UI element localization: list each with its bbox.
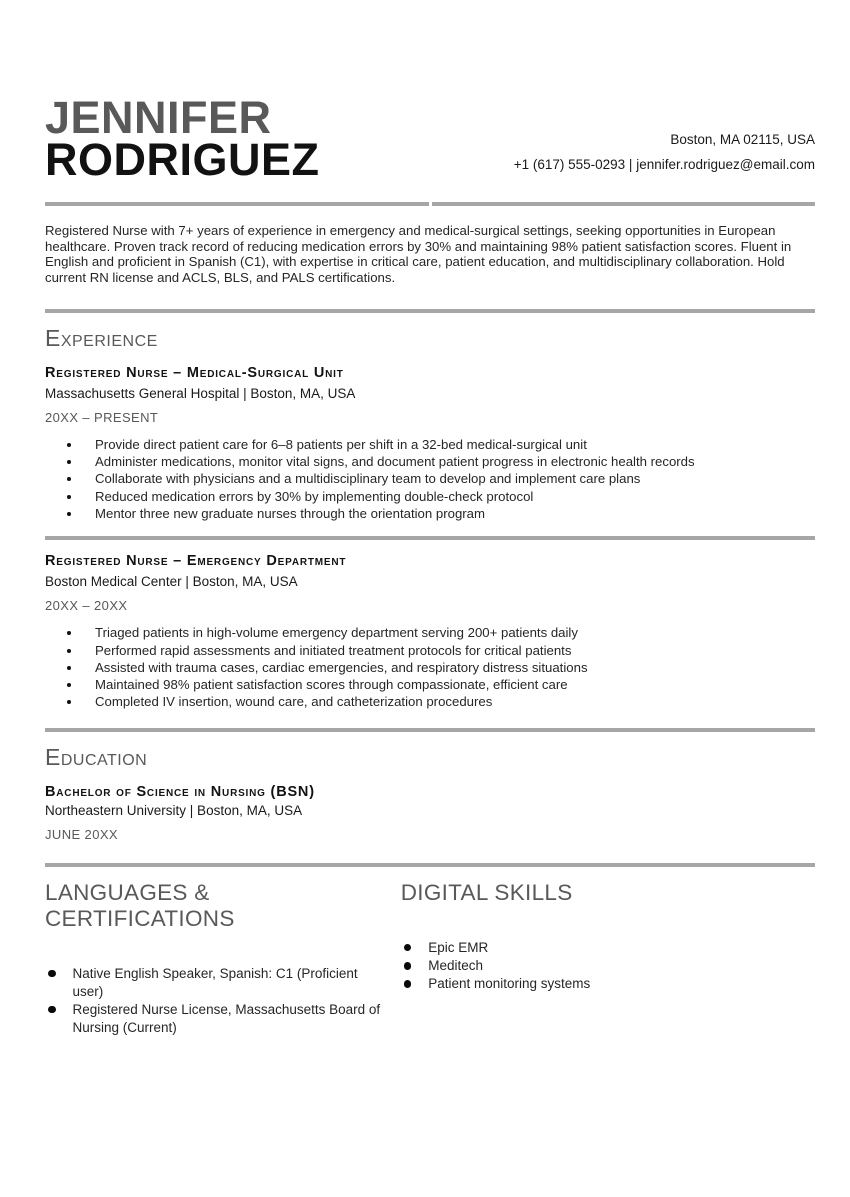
bullet-icon [67, 649, 71, 653]
bullet-text: Registered Nurse License, Massachusetts Board of Nursing (Current) [72, 1001, 381, 1035]
bullet-text: Mentor three new graduate nurses through the orientation program [95, 506, 485, 521]
bullet-icon [67, 477, 71, 481]
candidate-name [45, 92, 320, 185]
languages-list [45, 965, 381, 1037]
professional-summary: Registered Nurse with 7+ years of experience in emergency and medical-surgical settings, seeking opportunities in European healthcare. Proven track record of reducing medication errors by 30% and maintaining 98% patient satisfaction scores. Fluent in English and proficient in Spanish (C1), with expertise in critical care, patient education, and multidisciplinary collaboration. Hold current RN license and ACLS, BLS, and PALS certifications. [45, 223, 792, 286]
email-address: jennifer.rodriguez@email.com [636, 157, 815, 172]
bullet-text: Reduced medication errors by 30% by implementing double-check protocol [95, 488, 534, 504]
job-company: Massachusetts General Hospital | Boston, MA, USA [45, 385, 356, 401]
job-entry [45, 553, 815, 710]
job-bullet-list [67, 624, 815, 710]
job-title: Registered Nurse – Emergency Department [45, 553, 347, 570]
location-line: Boston, MA 02115, USA [670, 132, 815, 147]
section-divider [45, 309, 815, 313]
job-bullet-item [67, 453, 815, 470]
job-bullet-item [67, 470, 815, 487]
job-dates: 20XX – PRESENT [45, 409, 159, 425]
bullet-icon [404, 980, 412, 988]
bullet-icon [67, 512, 71, 516]
languages-certifications-column [45, 880, 401, 1037]
bullet-icon [48, 970, 56, 978]
section-divider [45, 728, 815, 732]
bullet-text: Meditech [428, 958, 484, 974]
degree-title: Bachelor of Science in Nursing (BSN) [45, 783, 315, 800]
education-entry [45, 784, 815, 842]
job-entry [45, 365, 815, 522]
contact-info [514, 127, 815, 181]
section-divider [45, 536, 815, 540]
job-bullet-item [67, 505, 815, 522]
section-title-experience: Experience [45, 324, 158, 351]
bullet-text: Administer medications, monitor vital signs, and document patient progress in electronic health records [95, 454, 695, 470]
section-divider [45, 863, 815, 867]
job-dates: 20XX – 20XX [45, 598, 128, 614]
contact-separator: | [628, 157, 633, 172]
bullet-text: Performed rapid assessments and initiated treatment protocols for critical patients [95, 642, 572, 658]
job-bullet-list [67, 436, 815, 522]
job-bullet-item [67, 659, 815, 676]
job-bullet-item [67, 436, 815, 453]
last-name: RODRIGUEZ [45, 134, 320, 185]
bullet-icon [48, 1006, 56, 1014]
school-name: Northeastern University | Boston, MA, USA [45, 802, 303, 818]
job-bullet-item [67, 642, 815, 659]
bullet-text: Maintained 98% patient satisfaction scores through compassionate, efficient care [95, 677, 568, 693]
job-bullet-item [67, 676, 815, 693]
job-bullet-item [67, 693, 815, 710]
bullet-icon [67, 495, 71, 499]
job-bullet-item [67, 624, 815, 641]
bullet-icon [67, 631, 71, 635]
language-item [45, 1001, 381, 1037]
bullet-text: Collaborate with physicians and a multidisciplinary team to develop and implement care plans [95, 471, 641, 487]
job-title: Registered Nurse – Medical-Surgical Unit [45, 364, 344, 381]
section-title-education: Education [45, 743, 148, 770]
bullet-text: Triaged patients in high-volume emergency department serving 200+ patients daily [95, 625, 578, 641]
bullet-icon [67, 666, 71, 670]
phone-email-line [514, 152, 815, 177]
language-item [45, 965, 381, 1001]
resume-page [0, 92, 850, 1197]
header-divider [45, 202, 815, 206]
bottom-columns [45, 880, 815, 1037]
graduation-date: JUNE 20XX [45, 826, 118, 842]
bullet-text: Epic EMR [428, 939, 489, 955]
digital-skills-column [401, 880, 815, 1037]
job-bullet-item [67, 488, 815, 505]
section-title-digital-skills: DIGITAL SKILLS [400, 879, 573, 905]
divider-segment [45, 202, 429, 206]
divider-segment [432, 202, 816, 206]
first-name: JENNIFER [45, 92, 272, 143]
skill-item [401, 957, 815, 975]
skill-item [401, 975, 815, 993]
bullet-text: Assisted with trauma cases, cardiac emergencies, and respiratory distress situations [95, 659, 588, 675]
bullet-icon [67, 443, 71, 447]
bullet-icon [67, 460, 71, 464]
bullet-icon [404, 944, 412, 952]
bullet-icon [67, 700, 71, 704]
phone-number: +1 (617) 555-0293 [513, 157, 626, 172]
bullet-icon [67, 683, 71, 687]
section-title-languages-certifications: LANGUAGES & CERTIFICATIONS [45, 879, 235, 931]
job-company: Boston Medical Center | Boston, MA, USA [45, 574, 298, 590]
bullet-icon [404, 962, 412, 970]
bullet-text: Native English Speaker, Spanish: C1 (Proficient user) [72, 965, 358, 999]
header [45, 92, 815, 185]
bullet-text: Patient monitoring systems [428, 976, 591, 992]
bullet-text: Provide direct patient care for 6–8 patients per shift in a 32-bed medical-surgical unit [95, 436, 587, 452]
bullet-text: Completed IV insertion, wound care, and catheterization procedures [95, 694, 493, 710]
skill-item [401, 939, 815, 957]
skills-list [401, 939, 815, 993]
